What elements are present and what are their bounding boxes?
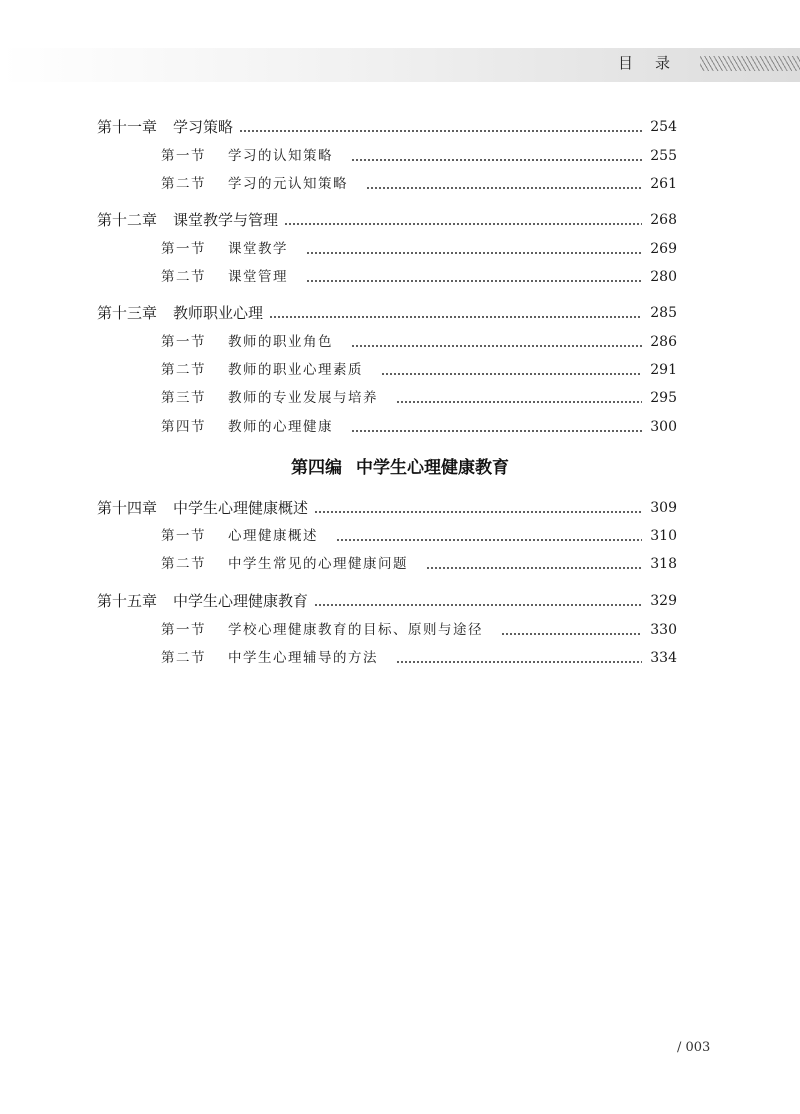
dot-leader — [366, 187, 642, 189]
section-number: 第一节 — [161, 241, 206, 257]
section-title: 中学生常见的心理健康问题 — [228, 556, 408, 572]
chapter-title: 学习策略 — [173, 118, 234, 136]
toc-section[interactable] — [161, 387, 677, 409]
page-number: 329 — [650, 593, 677, 609]
toc-section[interactable] — [161, 525, 677, 547]
section-title: 中学生心理辅导的方法 — [228, 650, 378, 666]
chapter-title: 中学生心理健康教育 — [173, 592, 309, 610]
toc-section[interactable] — [161, 619, 677, 641]
toc-section[interactable] — [161, 416, 677, 438]
section-number: 第二节 — [161, 269, 206, 285]
dot-leader — [306, 252, 642, 254]
section-title: 教师的职业角色 — [228, 334, 333, 350]
section-title: 学习的元认知策略 — [228, 176, 348, 192]
toc-section[interactable] — [161, 647, 677, 669]
dot-leader — [306, 280, 642, 282]
section-number: 第一节 — [161, 622, 206, 638]
toc-chapter[interactable] — [97, 590, 677, 612]
dot-leader — [351, 159, 642, 161]
chapter-number: 第十二章 — [97, 211, 158, 229]
section-number: 第二节 — [161, 362, 206, 378]
toc-section[interactable] — [161, 145, 677, 167]
section-number: 第二节 — [161, 556, 206, 572]
section-title: 学习的认知策略 — [228, 148, 333, 164]
chapter-title: 中学生心理健康概述 — [173, 499, 309, 517]
dot-leader — [269, 316, 642, 318]
page-number: 295 — [650, 390, 677, 406]
section-title: 学校心理健康教育的目标、原则与途径 — [228, 622, 483, 638]
page-number: 310 — [650, 528, 677, 544]
section-title: 教师的心理健康 — [228, 419, 333, 435]
dot-leader — [426, 567, 642, 569]
header-hatch-decoration — [700, 56, 800, 71]
toc-chapter[interactable] — [97, 209, 677, 231]
toc-chapter[interactable] — [97, 497, 677, 519]
chapter-number: 第十四章 — [97, 499, 158, 517]
toc-section[interactable] — [161, 331, 677, 353]
header-bar — [0, 48, 800, 82]
section-number: 第一节 — [161, 528, 206, 544]
dot-leader — [239, 130, 642, 132]
dot-leader — [501, 633, 642, 635]
page-number: 255 — [650, 148, 677, 164]
dot-leader — [351, 345, 642, 347]
section-title: 心理健康概述 — [228, 528, 318, 544]
page-number: 334 — [650, 650, 677, 666]
toc-section[interactable] — [161, 266, 677, 288]
page-number: 261 — [650, 176, 677, 192]
chapter-number: 第十一章 — [97, 118, 158, 136]
footer-page-number: / 003 — [677, 1040, 711, 1055]
section-number: 第一节 — [161, 334, 206, 350]
page-number: 254 — [650, 119, 677, 135]
toc-chapter[interactable] — [97, 116, 677, 138]
header-title-char-1: 目 — [618, 54, 634, 72]
part-heading[interactable] — [0, 453, 800, 478]
dot-leader — [396, 401, 642, 403]
section-title: 课堂管理 — [228, 269, 288, 285]
page-number: 300 — [650, 419, 677, 435]
dot-leader — [381, 373, 642, 375]
section-number: 第一节 — [161, 148, 206, 164]
toc-section[interactable] — [161, 359, 677, 381]
page-number: 309 — [650, 500, 677, 516]
part-number: 第四编 — [291, 458, 342, 478]
section-title: 教师的专业发展与培养 — [228, 390, 378, 406]
toc-chapter[interactable] — [97, 302, 677, 324]
header-title-char-2: 录 — [655, 54, 671, 72]
page-number: 268 — [650, 212, 677, 228]
page-number: 291 — [650, 362, 677, 378]
page-number: 285 — [650, 305, 677, 321]
section-title: 教师的职业心理素质 — [228, 362, 363, 378]
section-number: 第四节 — [161, 419, 206, 435]
page-number: 330 — [650, 622, 677, 638]
chapter-title: 课堂教学与管理 — [173, 211, 279, 229]
dot-leader — [396, 661, 642, 663]
toc-section[interactable] — [161, 173, 677, 195]
toc-section[interactable] — [161, 553, 677, 575]
running-header — [618, 52, 670, 73]
chapter-number: 第十三章 — [97, 304, 158, 322]
dot-leader — [314, 511, 642, 513]
chapter-number: 第十五章 — [97, 592, 158, 610]
dot-leader — [336, 539, 642, 541]
page-number: 269 — [650, 241, 677, 257]
part-title: 中学生心理健康教育 — [356, 458, 509, 478]
page-number: 286 — [650, 334, 677, 350]
section-number: 第三节 — [161, 390, 206, 406]
page-number: 318 — [650, 556, 677, 572]
toc-section[interactable] — [161, 238, 677, 260]
chapter-title: 教师职业心理 — [173, 304, 264, 322]
section-number: 第二节 — [161, 176, 206, 192]
section-title: 课堂教学 — [228, 241, 288, 257]
dot-leader — [314, 604, 642, 606]
section-number: 第二节 — [161, 650, 206, 666]
dot-leader — [351, 430, 642, 432]
page-number: 280 — [650, 269, 677, 285]
dot-leader — [284, 223, 642, 225]
